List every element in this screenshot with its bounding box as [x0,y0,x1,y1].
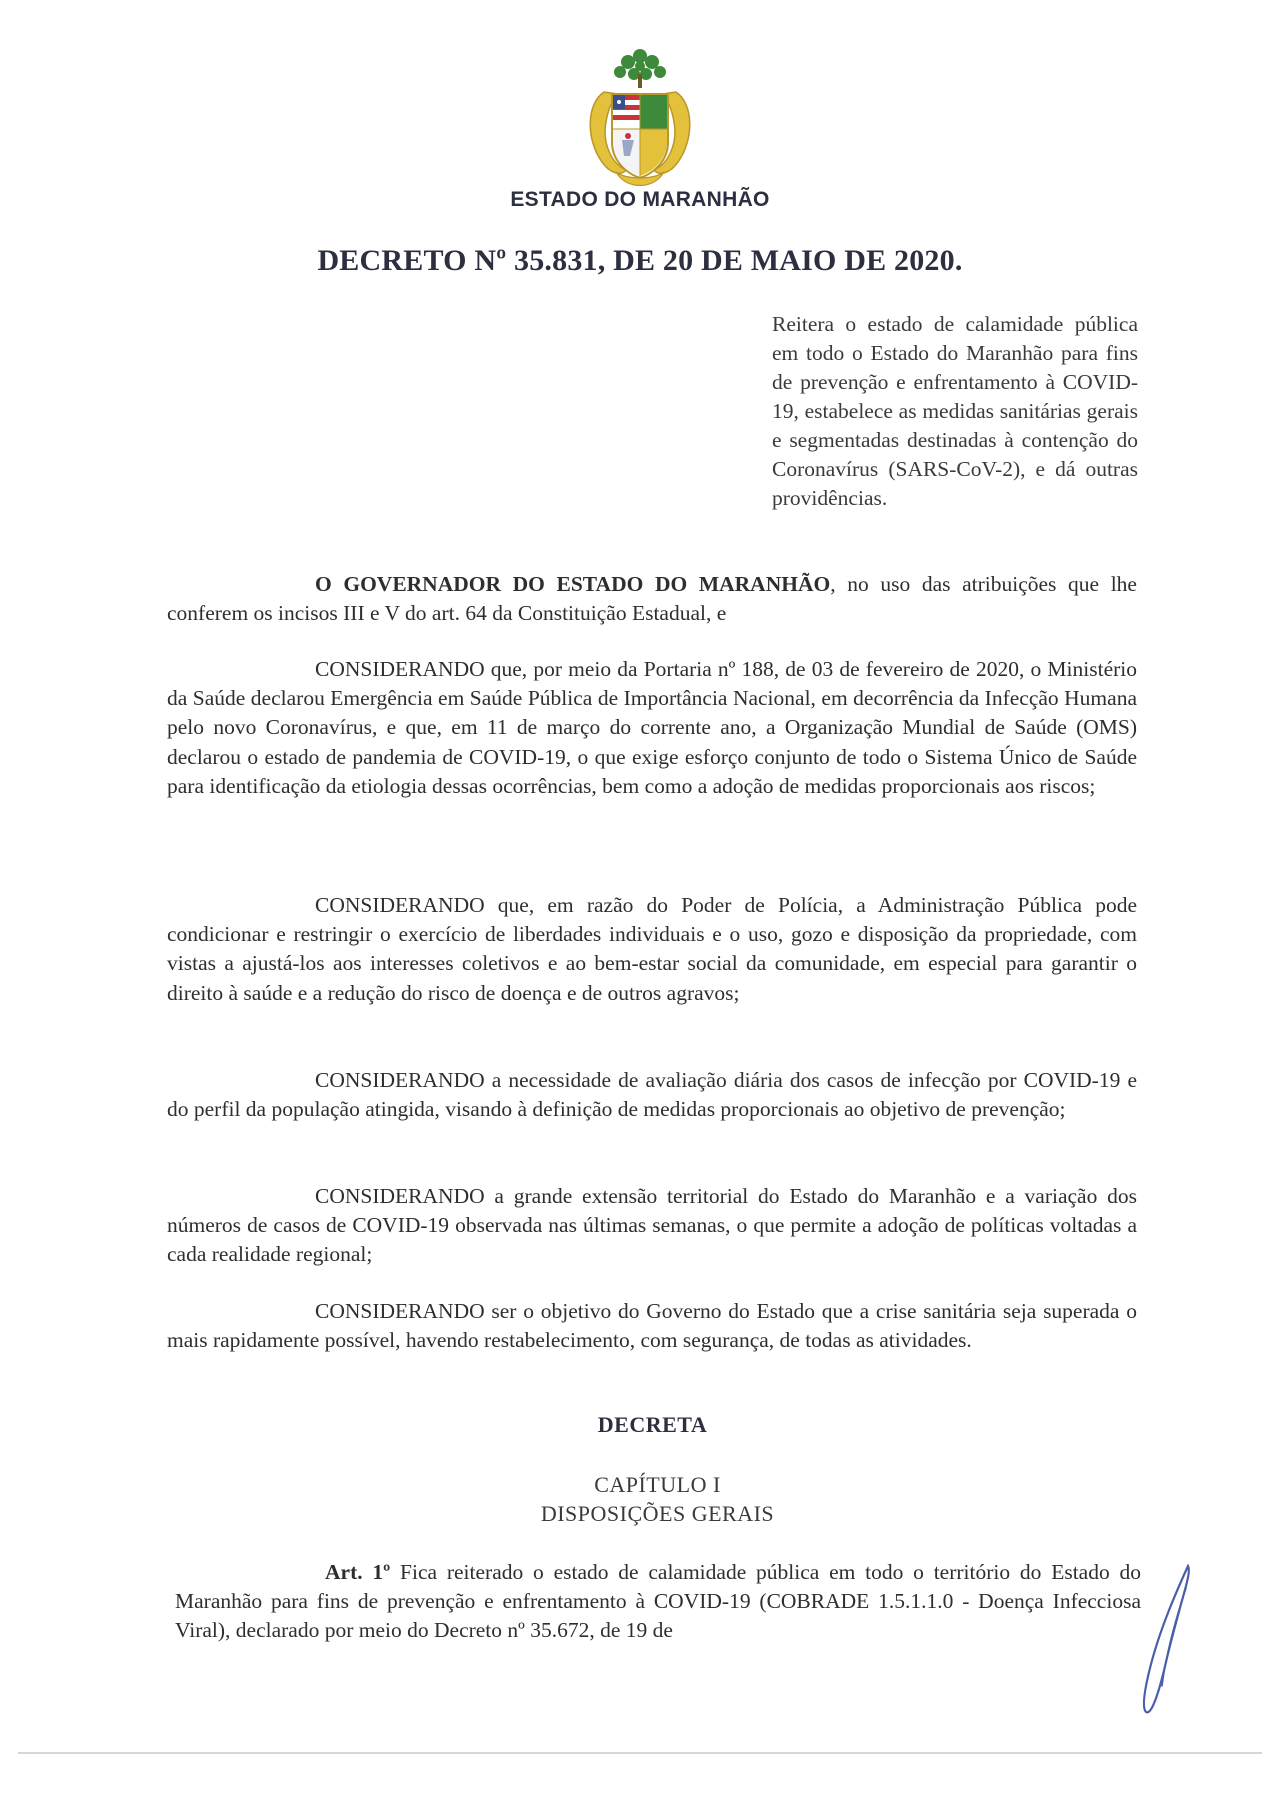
state-name-heading: ESTADO DO MARANHÃO [510,188,770,211]
decree-title: DECRETO Nº 35.831, DE 20 DE MAIO DE 2020. [317,244,963,277]
chapter-title: DISPOSIÇÕES GERAIS [540,1501,775,1526]
preamble-text: , no uso das atribuições que lhe conferem os incisos III e V do art. 64 da Constituição Estadual, e [167,572,1137,626]
chapter-number: CAPÍTULO I [594,1472,721,1497]
considerando-paragraph-3: CONSIDERANDO a necessidade de avaliação diária dos casos de infecção por COVID-19 e do perfil da população atingida, visando à definição de medidas proporcionais ao objetivo de prevenção; [167,1068,1137,1122]
preamble-paragraph [167,570,1137,628]
considerando-paragraph-4: CONSIDERANDO a grande extensão territorial do Estado do Maranhão e a variação dos números de casos de COVID-19 observada nas últimas semanas, o que permite a adoção de políticas voltadas a cada realidade regional; [167,1184,1137,1267]
governor-title: O GOVERNADOR DO ESTADO DO MARANHÃO [315,572,831,596]
considerando-paragraph-1: CONSIDERANDO que, por meio da Portaria nº 188, de 03 de fevereiro de 2020, o Ministério da Saúde declarou Emergência em Saúde Pública de Importância Nacional, em decorrência da Infecção Humana pelo novo Coronavírus, e que, em 11 de março do corrente ano, a Organização Mundial de Saúde (OMS) declarou o estado de pandemia de COVID-19, o que exige esforço conjunto de todo o Sistema Único de Saúde para identificação da etiologia dessas ocorrências, bem como a adoção de medidas proporcionais aos riscos; [167,657,1137,798]
footer-divider [18,1752,1262,1754]
considerando-paragraph-5: CONSIDERANDO ser o objetivo do Governo do Estado que a crise sanitária seja superada o mais rapidamente possível, havendo restabelecimento, com segurança, de todas as atividades. [167,1299,1137,1353]
handwritten-signature [1126,1558,1206,1728]
article-1-paragraph [175,1558,1141,1646]
considerando-paragraph-2: CONSIDERANDO que, em razão do Poder de Polícia, a Administração Pública pode condicionar e restringir o exercício de liberdades individuais e o uso, gozo e disposição da propriedade, com vistas a ajustá-los aos interesses coletivos e ao bem-estar social da comunidade, em especial para garantir o direito à saúde e a redução do risco de doença e de outros agravos; [167,893,1137,1005]
ementa-summary: Reitera o estado de calamidade pública em todo o Estado do Maranhão para fins de prevenção e enfrentamento à COVID-19, estabelece as medidas sanitárias gerais e segmentadas destinadas à contenção do Coronavírus (SARS-CoV-2), e dá outras providências. [772,312,1138,510]
chapter-heading [0,1470,1280,1528]
article-1-label: Art. 1º [325,1560,391,1584]
article-1-text: Fica reiterado o estado de calamidade pública em todo o território do Estado do Maranhão para fins de prevenção e enfrentamento à COVID-19 (COBRADE 1.5.1.1.0 - Doença Infecciosa Viral), declarado por meio do Decreto nº 35.672, de 19 de [175,1560,1142,1643]
decreta-heading: DECRETA [597,1412,708,1437]
coat-of-arms-icon [582,44,698,192]
